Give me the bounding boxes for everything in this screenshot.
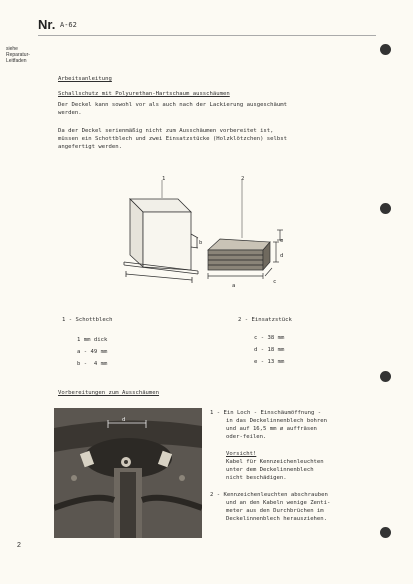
header-rule [38,35,376,36]
parts-drawing [118,172,288,297]
binder-hole-middle [380,203,391,214]
para2-line-2: müssen ein Schottblech und zwei Einsatzstücke (Holzklötzchen) selbst [58,136,288,142]
intro-line-2: werden. [58,110,82,116]
deck-lid-photo [54,408,202,538]
para2-line-3: angefertigt werden. [58,144,122,150]
figure-label-a: a [232,283,236,289]
legend-left-title: 1 - Schottblech [62,317,113,323]
figure-label-d: d [280,253,284,259]
caution-line: nicht beschädigen. [226,475,287,481]
prep-title: Vorbereitungen zum Ausschäumen [58,390,160,396]
step1-line: in das Deckelinnenblech bohren [226,418,328,424]
caution-title: Vorsicht! [226,451,257,457]
schottblech-drawing [124,199,198,283]
step1-line: 1 - Ein Loch - Einschäumöffnung - [210,410,322,416]
page-number: 2 [17,542,21,549]
step1-line: oder-feilen. [226,434,267,440]
figure-label-b: b [199,240,203,246]
legend-left-row: 1 mm dick [77,337,108,343]
header-nr: Nr. [38,17,56,32]
step2-line: meter aus den Durchbrüchen im [226,508,324,514]
margin-note: siehe Reparatur- Leitfaden [6,46,30,64]
step1-line: und auf 16,5 mm ø auffräsen [226,426,317,432]
figure-label-2: 2 [241,176,245,182]
caution-line: unter dem Deckelinnenblech [226,467,314,473]
binder-hole-bottom [380,527,391,538]
subtitle: Schallschutz mit Polyurethan-Hartschaum ausschäumen [58,91,230,97]
binder-hole-top [380,44,391,55]
binder-hole-lower [380,371,391,382]
para2-line-1: Da der Deckel serienmäßig nicht zum Ausschäumen vorbereitet ist, [58,128,274,134]
step2-line: 2 - Kennzeichenleuchten abschrauben [210,492,328,498]
legend-right-row: c - 38 mm [254,335,285,341]
legend-right-title: 2 - Einsatzstück [238,317,292,323]
legend-left-row: a - 49 mm [77,349,108,355]
header-id: A-62 [60,21,77,29]
photo-label-d: d [122,417,126,423]
figure-label-e: e [280,238,284,244]
legend-right-row: e - 13 mm [254,359,285,365]
caution-line: Kabel für Kennzeichenleuchten [226,459,324,465]
legend-left-row: b - 4 mm [77,361,108,367]
intro-line-1: Der Deckel kann sowohl vor als auch nach der Lackierung ausgeschäumt [58,102,288,108]
figure-label-1: 1 [162,176,166,182]
step2-line: Deckelinnenblech herausziehen. [226,516,328,522]
einsatzstueck-drawing [208,230,283,279]
step2-line: und an den Kabeln wenige Zenti- [226,500,331,506]
section-title: Arbeitsanleitung [58,76,112,82]
legend-right-row: d - 18 mm [254,347,285,353]
figure-label-c: c [273,279,277,285]
